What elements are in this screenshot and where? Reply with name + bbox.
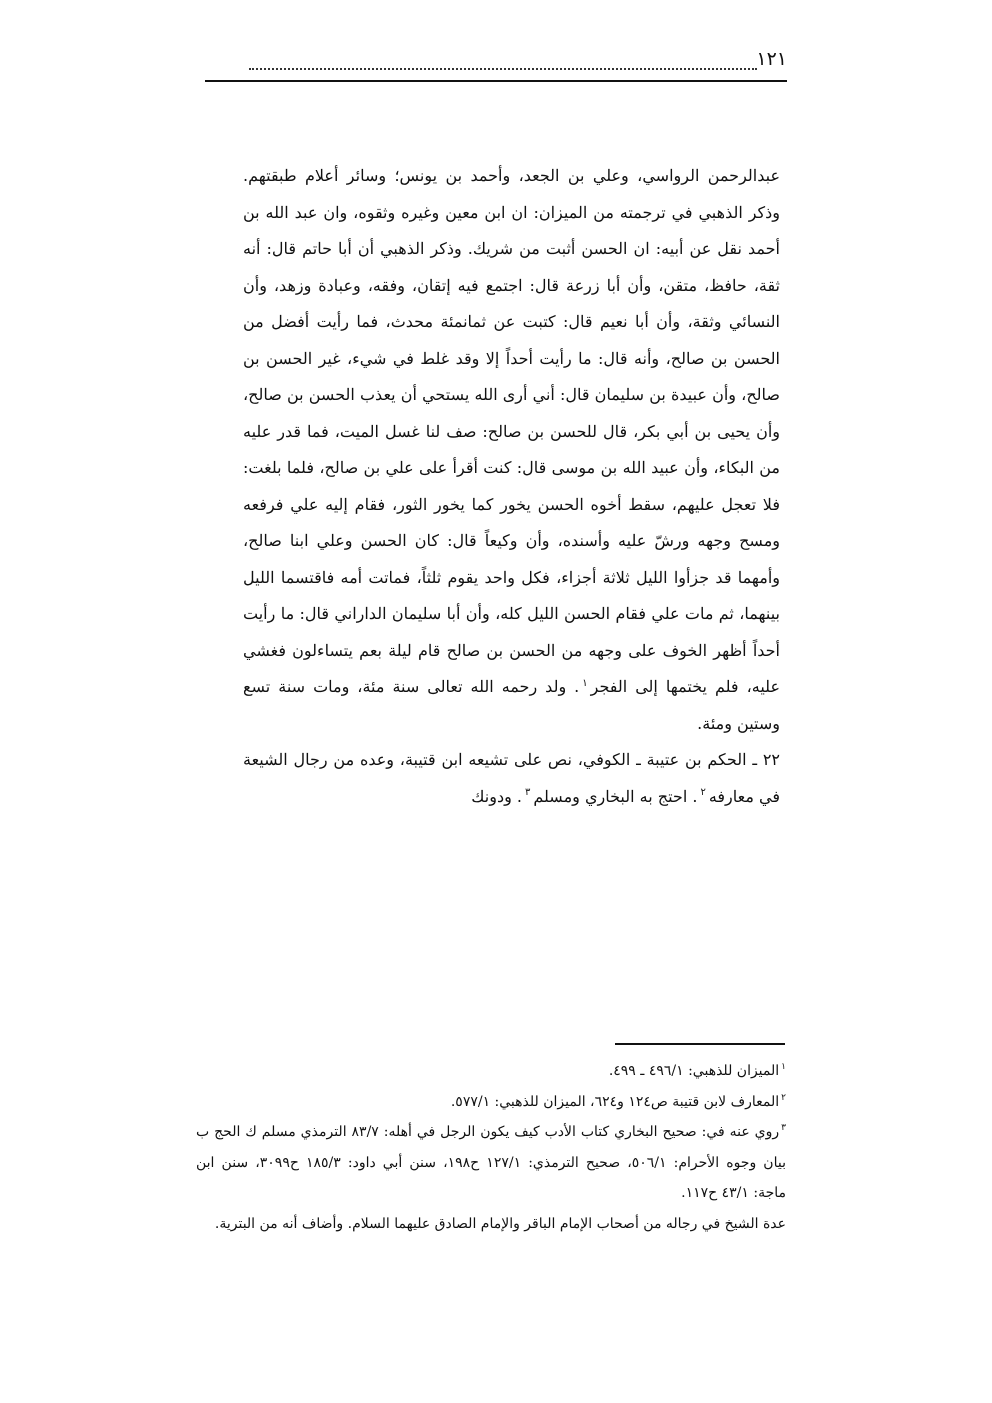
footnote-mark: ١ [781, 1062, 786, 1073]
footnote-text: المعارف لابن قتيبة ص١٢٤ و٦٢٤، الميزان للذهبي: ٥٧٧/١. [450, 1093, 780, 1110]
footnote-2 [196, 1087, 786, 1118]
footnote-mark: ٢ [781, 1092, 786, 1103]
footnote-separator [615, 1043, 785, 1045]
footnote-mark: ٣ [781, 1123, 786, 1134]
footnote-ref-3[interactable]: ٣ [524, 787, 531, 799]
main-text [243, 158, 780, 815]
header-dotted-leader [249, 54, 757, 70]
footnote-ref-2[interactable]: ٢ [700, 787, 706, 799]
footnote-text: روي عنه في: صحيح البخاري كتاب الأدب كيف يكون الرجل في أهله: ٨٣/٧ الترمذي مسلم ك الحج ب بيان وجوه الأحرام: ٥٠٦/١، صحيح الترمذي: ١٢٧/١ ح١٩٨، سنن أبي داود: ١٨٥/٣ ح٣٠٩٩، سنن ابن ماجة: ٤٣/١ ح١١٧. [196, 1124, 786, 1201]
paragraph-tail: . ولد رحمه الله تعالى سنة مئة، ومات سنة تسع وستين ومئة. [243, 677, 780, 733]
page-number: ١٢١ [756, 48, 787, 70]
header-rule [205, 80, 787, 82]
entry-mid: . احتج به البخاري ومسلم [533, 786, 698, 806]
footnote-1 [196, 1056, 786, 1087]
footnote-ref-1[interactable]: ١ [582, 677, 588, 689]
footnote-3 [196, 1117, 786, 1209]
entry-text: ٢٢ ـ الحكم بن عتيبة ـ الكوفي، نص على تشيعه ابن قتيبة، وعده من رجال الشيعة في معارفه [243, 750, 780, 806]
footnote-continuation [196, 1209, 786, 1240]
footnotes [196, 1056, 786, 1239]
paragraph-text: عبدالرحمن الرواسي، وعلي بن الجعد، وأحمد بن يونس؛ وسائر أعلام طبقتهم. وذكر الذهبي في ترجمته من الميزان: ان ابن معين وغيره وثقوه، وان عبد الله بن أحمد نقل عن أبيه: ان الحسن أثبت من شريك. وذكر الذهبي أن أبا حاتم قال: أنه ثقة، حافظ، متقن، وأن أبا زرعة قال: اجتمع فيه إتقان، وفقه، وعبادة وزهد، وأن النسائي وثقة، وأن أبا نعيم قال: كتبت عن ثمانمئة محدث، فما رأيت أفضل من الحسن بن صالح، وأنه قال: ما رأيت أحداً إلا وقد غلط في شيء، غير الحسن بن صالح، وأن عبيدة بن سليمان قال: أني أرى الله يستحي أن يعذب الحسن بن صالح، وأن يحيى بن أبي بكر، قال للحسن بن صالح: صف لنا غسل الميت، فما قدر عليه من البكاء، وأن عبيد الله بن موسى قال: كنت أقرأ على علي بن صالح، فلما بلغت: فلا تعجل عليهم، سقط أخوه الحسن يخور كما يخور الثور، فقام إليه علي فرفعه ومسح وجهه ورشّ عليه وأسنده، وأن وكيعاً قال: كان الحسن وعلي ابنا صالح، وأمهما قد جزأوا الليل ثلاثة أجزاء، فكل واحد يقوم ثلثاً، فماتت أمه فاقتسما الليل بينهما، ثم مات علي فقام الحسن الليل كله، وأن أبا سليمان الداراني قال: ما رأيت أحداً أظهر الخوف على وجهه من الحسن بن صالح قام ليلة بعم يتساءلون فغشي عليه، فلم يختمها إلى الفجر [243, 166, 781, 696]
entry-tail: . ودونك [471, 786, 522, 806]
footnote-text: عدة الشيخ في رجاله من أصحاب الإمام الباقر والإمام الصادق عليهما السلام. وأضاف أنه من البترية. [214, 1215, 786, 1232]
footnote-text: الميزان للذهبي: ٤٩٦/١ ـ ٤٩٩. [608, 1063, 780, 1079]
entry-22-hakam [243, 742, 780, 815]
page-header [205, 44, 787, 88]
paragraph-hasan-bin-salih [243, 158, 780, 742]
